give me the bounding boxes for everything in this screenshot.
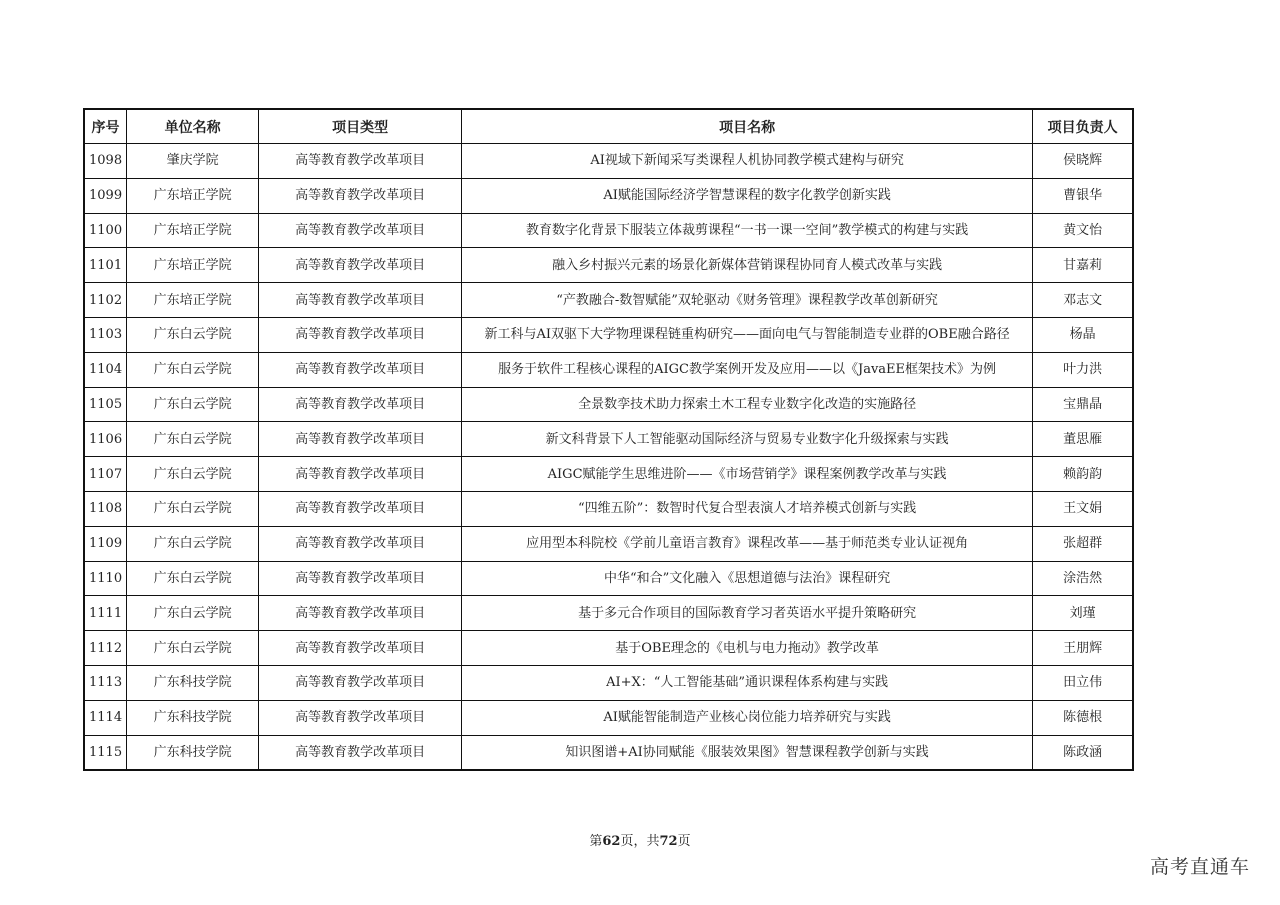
cell-index: 1099 [84, 178, 127, 213]
cell-owner: 陈政涵 [1033, 735, 1134, 770]
header-type: 项目类型 [259, 109, 462, 144]
table-row [84, 665, 1133, 700]
footer-suffix: 页 [677, 834, 691, 849]
cell-project-name: AIGC赋能学生思维进阶——《市场营销学》课程案例教学改革与实践 [462, 457, 1033, 492]
cell-owner: 宝鼎晶 [1033, 387, 1134, 422]
cell-index: 1101 [84, 248, 127, 283]
project-table [83, 108, 1134, 771]
cell-project-name: 知识图谱+AI协同赋能《服装效果图》智慧课程教学创新与实践 [462, 735, 1033, 770]
cell-index: 1108 [84, 491, 127, 526]
cell-type: 高等教育教学改革项目 [259, 213, 462, 248]
cell-owner: 杨晶 [1033, 317, 1134, 352]
footer-prefix: 第 [589, 834, 603, 849]
cell-owner: 张超群 [1033, 526, 1134, 561]
table-row [84, 561, 1133, 596]
cell-type: 高等教育教学改革项目 [259, 735, 462, 770]
cell-owner: 王文娟 [1033, 491, 1134, 526]
table-row [84, 735, 1133, 770]
cell-project-name: 融入乡村振兴元素的场景化新媒体营销课程协同育人模式改革与实践 [462, 248, 1033, 283]
cell-project-name: 基于多元合作项目的国际教育学习者英语水平提升策略研究 [462, 596, 1033, 631]
table-row [84, 526, 1133, 561]
cell-index: 1115 [84, 735, 127, 770]
cell-index: 1107 [84, 457, 127, 492]
cell-project-name: 教育数字化背景下服装立体裁剪课程“一书一课一空间”教学模式的构建与实践 [462, 213, 1033, 248]
cell-project-name: 新文科背景下人工智能驱动国际经济与贸易专业数字化升级探索与实践 [462, 422, 1033, 457]
table-row [84, 178, 1133, 213]
cell-owner: 甘嘉莉 [1033, 248, 1134, 283]
cell-owner: 涂浩然 [1033, 561, 1134, 596]
cell-index: 1114 [84, 700, 127, 735]
watermark: 高考直通车 [1149, 856, 1250, 878]
cell-unit: 广东白云学院 [127, 422, 259, 457]
table-row [84, 144, 1133, 179]
cell-unit: 广东培正学院 [127, 178, 259, 213]
cell-project-name: 新工科与AI双驱下大学物理课程链重构研究——面向电气与智能制造专业群的OBE融合路径 [462, 317, 1033, 352]
cell-unit: 广东白云学院 [127, 526, 259, 561]
cell-index: 1109 [84, 526, 127, 561]
cell-unit: 广东白云学院 [127, 387, 259, 422]
cell-unit: 广东白云学院 [127, 457, 259, 492]
cell-unit: 广东培正学院 [127, 213, 259, 248]
table-row [84, 283, 1133, 318]
footer-middle: 页，共 [620, 834, 660, 849]
cell-type: 高等教育教学改革项目 [259, 457, 462, 492]
cell-owner: 刘瑾 [1033, 596, 1134, 631]
cell-owner: 叶力洪 [1033, 352, 1134, 387]
cell-type: 高等教育教学改革项目 [259, 596, 462, 631]
cell-index: 1110 [84, 561, 127, 596]
table-row [84, 491, 1133, 526]
header-unit: 单位名称 [127, 109, 259, 144]
cell-project-name: AI赋能智能制造产业核心岗位能力培养研究与实践 [462, 700, 1033, 735]
cell-index: 1113 [84, 665, 127, 700]
cell-owner: 侯晓辉 [1033, 144, 1134, 179]
cell-project-name: 应用型本科院校《学前儿童语言教育》课程改革——基于师范类专业认证视角 [462, 526, 1033, 561]
cell-owner: 董思雁 [1033, 422, 1134, 457]
cell-index: 1100 [84, 213, 127, 248]
page-footer [0, 830, 1280, 849]
table-body [84, 144, 1133, 771]
table-row [84, 387, 1133, 422]
cell-project-name: AI赋能国际经济学智慧课程的数字化教学创新实践 [462, 178, 1033, 213]
cell-owner: 赖韵韵 [1033, 457, 1134, 492]
cell-type: 高等教育教学改革项目 [259, 248, 462, 283]
cell-unit: 广东科技学院 [127, 665, 259, 700]
cell-project-name: “四维五阶”：数智时代复合型表演人才培养模式创新与实践 [462, 491, 1033, 526]
cell-owner: 邓志文 [1033, 283, 1134, 318]
table-row [84, 457, 1133, 492]
cell-type: 高等教育教学改革项目 [259, 352, 462, 387]
cell-project-name: AI+X：“人工智能基础”通识课程体系构建与实践 [462, 665, 1033, 700]
table-row [84, 700, 1133, 735]
cell-type: 高等教育教学改革项目 [259, 387, 462, 422]
cell-unit: 广东白云学院 [127, 596, 259, 631]
table-header-row [84, 109, 1133, 144]
cell-index: 1098 [84, 144, 127, 179]
footer-total-pages: 72 [659, 834, 678, 849]
cell-project-name: “产教融合-数智赋能”双轮驱动《财务管理》课程教学改革创新研究 [462, 283, 1033, 318]
table-row [84, 631, 1133, 666]
cell-index: 1112 [84, 631, 127, 666]
cell-owner: 陈德根 [1033, 700, 1134, 735]
header-index: 序号 [84, 109, 127, 144]
table-row [84, 596, 1133, 631]
cell-owner: 黄文怡 [1033, 213, 1134, 248]
cell-unit: 广东科技学院 [127, 700, 259, 735]
cell-type: 高等教育教学改革项目 [259, 665, 462, 700]
footer-page-number: 62 [602, 834, 621, 849]
cell-type: 高等教育教学改革项目 [259, 526, 462, 561]
cell-unit: 广东培正学院 [127, 248, 259, 283]
cell-unit: 广东白云学院 [127, 317, 259, 352]
cell-type: 高等教育教学改革项目 [259, 283, 462, 318]
cell-unit: 广东培正学院 [127, 283, 259, 318]
cell-project-name: 服务于软件工程核心课程的AIGC教学案例开发及应用——以《JavaEE框架技术》为例 [462, 352, 1033, 387]
table-row [84, 248, 1133, 283]
cell-project-name: AI视域下新闻采写类课程人机协同教学模式建构与研究 [462, 144, 1033, 179]
cell-index: 1105 [84, 387, 127, 422]
cell-type: 高等教育教学改革项目 [259, 317, 462, 352]
cell-index: 1103 [84, 317, 127, 352]
cell-unit: 广东白云学院 [127, 561, 259, 596]
cell-owner: 田立伟 [1033, 665, 1134, 700]
cell-type: 高等教育教学改革项目 [259, 491, 462, 526]
table-row [84, 317, 1133, 352]
cell-index: 1102 [84, 283, 127, 318]
cell-unit: 广东白云学院 [127, 631, 259, 666]
cell-index: 1111 [84, 596, 127, 631]
header-owner: 项目负责人 [1033, 109, 1134, 144]
cell-type: 高等教育教学改革项目 [259, 178, 462, 213]
header-project-name: 项目名称 [462, 109, 1033, 144]
cell-type: 高等教育教学改革项目 [259, 144, 462, 179]
cell-type: 高等教育教学改革项目 [259, 700, 462, 735]
cell-project-name: 全景数孪技术助力探索土木工程专业数字化改造的实施路径 [462, 387, 1033, 422]
cell-unit: 广东白云学院 [127, 352, 259, 387]
cell-unit: 广东科技学院 [127, 735, 259, 770]
cell-index: 1104 [84, 352, 127, 387]
table-row [84, 422, 1133, 457]
cell-project-name: 基于OBE理念的《电机与电力拖动》教学改革 [462, 631, 1033, 666]
cell-type: 高等教育教学改革项目 [259, 422, 462, 457]
cell-project-name: 中华“和合”文化融入《思想道德与法治》课程研究 [462, 561, 1033, 596]
cell-owner: 曹银华 [1033, 178, 1134, 213]
cell-type: 高等教育教学改革项目 [259, 631, 462, 666]
table-row [84, 352, 1133, 387]
cell-owner: 王朋辉 [1033, 631, 1134, 666]
cell-type: 高等教育教学改革项目 [259, 561, 462, 596]
cell-unit: 肇庆学院 [127, 144, 259, 179]
table-row [84, 213, 1133, 248]
cell-index: 1106 [84, 422, 127, 457]
cell-unit: 广东白云学院 [127, 491, 259, 526]
